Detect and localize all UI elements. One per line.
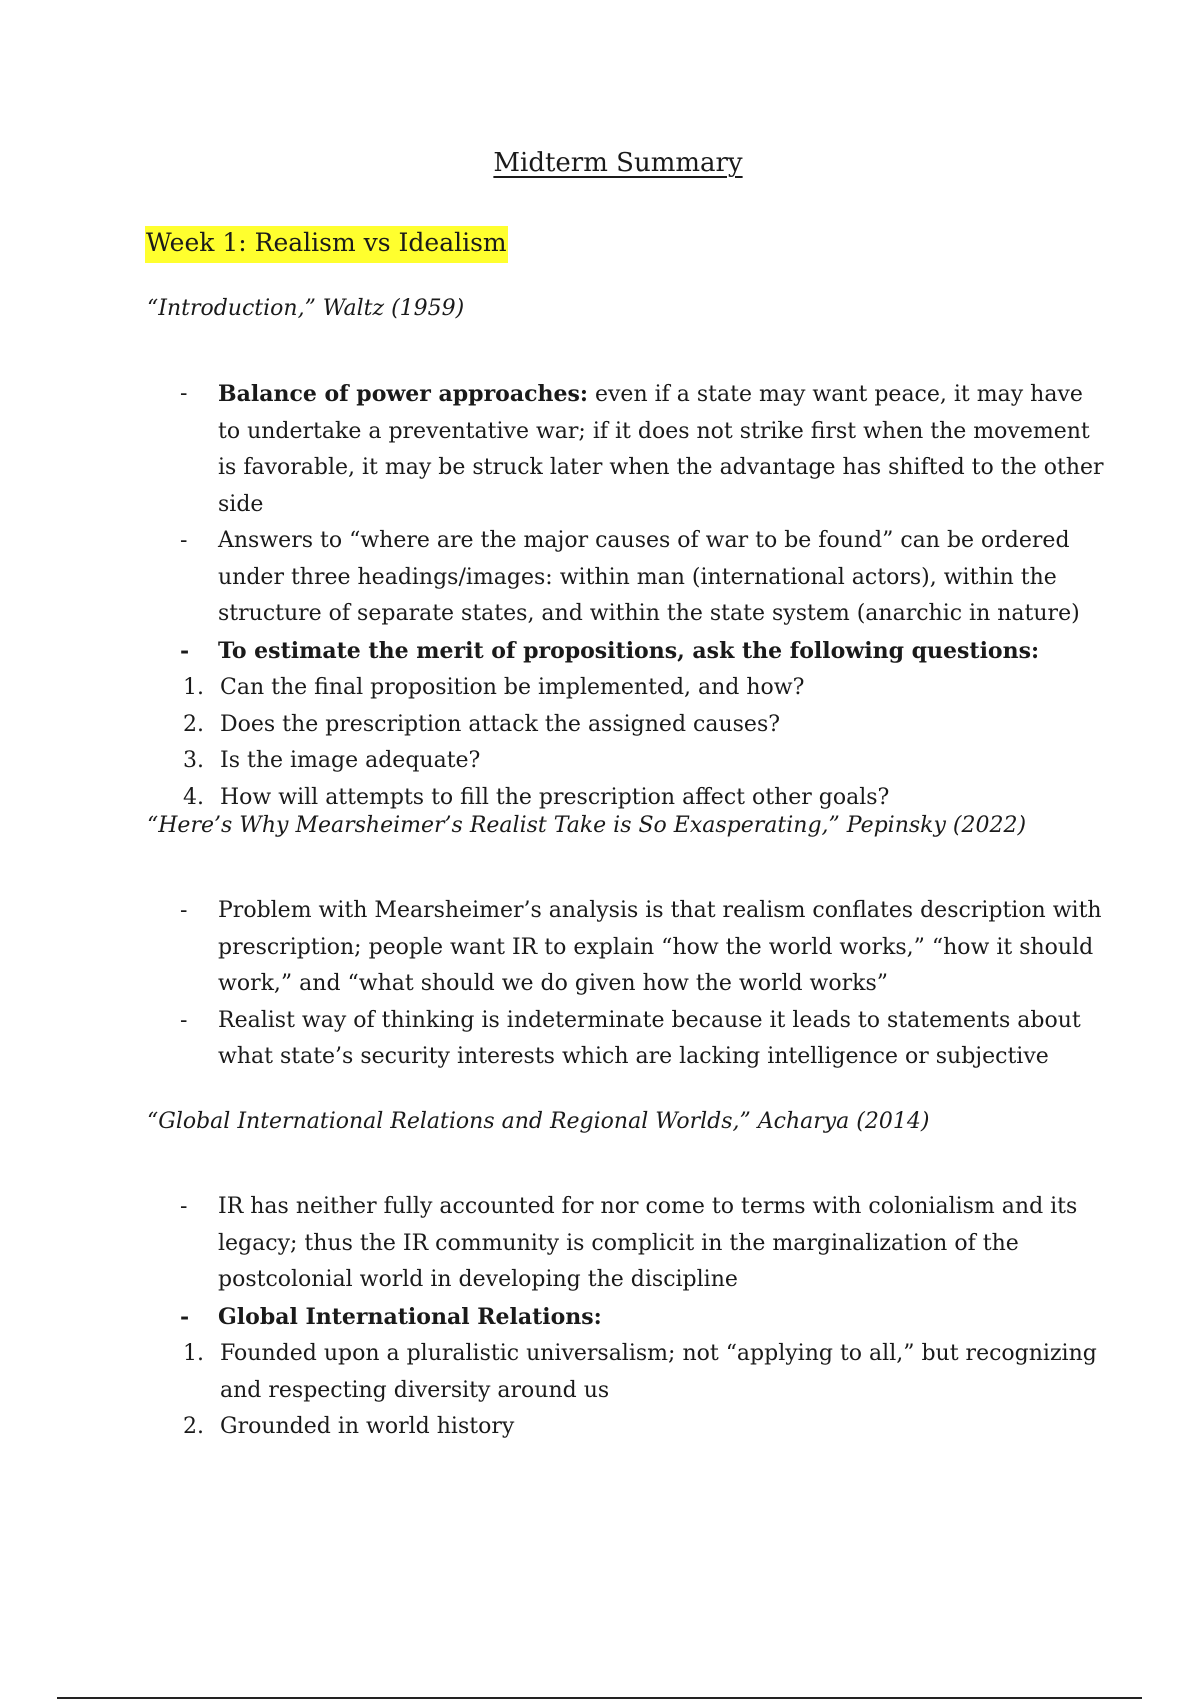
bullet-text: Answers to “where are the major causes of war to be found” can be ordered under three headings/images: within man (international actors), within the structure of separate states, and within the state system (anarchic in nature) bbox=[218, 528, 1080, 626]
item-number: 1. bbox=[183, 675, 204, 700]
item-text: Does the prescription attack the assigned causes? bbox=[220, 711, 781, 737]
bullet-marker: - bbox=[180, 1194, 188, 1219]
list-item bbox=[147, 633, 1107, 817]
footer-divider bbox=[57, 1697, 1142, 1699]
numbered-list bbox=[147, 1336, 1107, 1446]
list-item bbox=[147, 1189, 1107, 1299]
bullet-marker: - bbox=[180, 381, 188, 406]
item-text: Can the final proposition be implemented, and how? bbox=[220, 675, 805, 700]
page-title: Midterm Summary bbox=[493, 148, 743, 178]
list-item bbox=[147, 893, 1107, 1003]
item-text: Founded upon a pluralistic universalism; not “applying to all,” but recognizing and respecting diversity around us bbox=[220, 1341, 1097, 1403]
item-number: 2. bbox=[183, 1414, 204, 1439]
item-number: 3. bbox=[183, 748, 204, 773]
numbered-item bbox=[147, 1336, 1107, 1409]
item-number: 4. bbox=[183, 784, 204, 810]
list-item bbox=[147, 376, 1107, 523]
bullet-text: Problem with Mearsheimer’s analysis is that realism conflates description with prescription; people want IR to explain “how the world works,” “how it should work,” and “what should we do given how the world works” bbox=[218, 898, 1102, 996]
numbered-list bbox=[147, 670, 1107, 816]
item-text: Is the image adequate? bbox=[220, 748, 481, 773]
bullet-list-pepinsky bbox=[147, 893, 1107, 1076]
bullet-list-waltz bbox=[147, 376, 1107, 816]
bullet-lead: Global International Relations: bbox=[218, 1303, 602, 1330]
numbered-item bbox=[147, 743, 1107, 780]
bullet-marker: - bbox=[180, 637, 190, 664]
bullet-text: IR has neither fully accounted for nor come to terms with colonialism and its legacy; thus the IR community is complicit in the marginalization of the postcolonial world in developing the discipline bbox=[218, 1194, 1078, 1292]
bullet-marker: - bbox=[180, 1303, 190, 1330]
item-number: 1. bbox=[183, 1341, 204, 1366]
bullet-list-acharya bbox=[147, 1189, 1107, 1446]
bullet-marker: - bbox=[180, 1007, 188, 1033]
bullet-text: even if a state may want peace, it may have to undertake a preventative war; if it does not strike first when the movement is favorable, it may be struck later when the advantage has shifted to the other side bbox=[218, 382, 1104, 517]
list-item bbox=[147, 1299, 1107, 1446]
source-citation-pepinsky: “Here’s Why Mearsheimer’s Realist Take is So Exasperating,” Pepinsky (2022) bbox=[147, 813, 1027, 838]
source-citation-acharya: “Global International Relations and Regional Worlds,” Acharya (2014) bbox=[147, 1109, 930, 1134]
bullet-text: Realist way of thinking is indeterminate because it leads to statements about what state’s security interests which are lacking intelligence or subjective bbox=[218, 1007, 1081, 1069]
list-item bbox=[147, 1003, 1107, 1076]
numbered-item bbox=[147, 670, 1107, 707]
item-text: How will attempts to fill the prescription affect other goals? bbox=[220, 784, 890, 810]
item-text: Grounded in world history bbox=[220, 1414, 515, 1439]
numbered-item bbox=[147, 780, 1107, 817]
numbered-item bbox=[147, 1409, 1107, 1446]
numbered-item bbox=[147, 707, 1107, 744]
week-heading: Week 1: Realism vs Idealism bbox=[145, 226, 508, 263]
list-item bbox=[147, 523, 1107, 633]
bullet-lead: To estimate the merit of propositions, ask the following questions: bbox=[218, 637, 1040, 664]
bullet-marker: - bbox=[180, 528, 188, 553]
bullet-marker: - bbox=[180, 898, 188, 923]
source-citation-waltz: “Introduction,” Waltz (1959) bbox=[147, 296, 465, 321]
bullet-lead: Balance of power approaches: bbox=[218, 381, 588, 407]
item-number: 2. bbox=[183, 711, 204, 737]
